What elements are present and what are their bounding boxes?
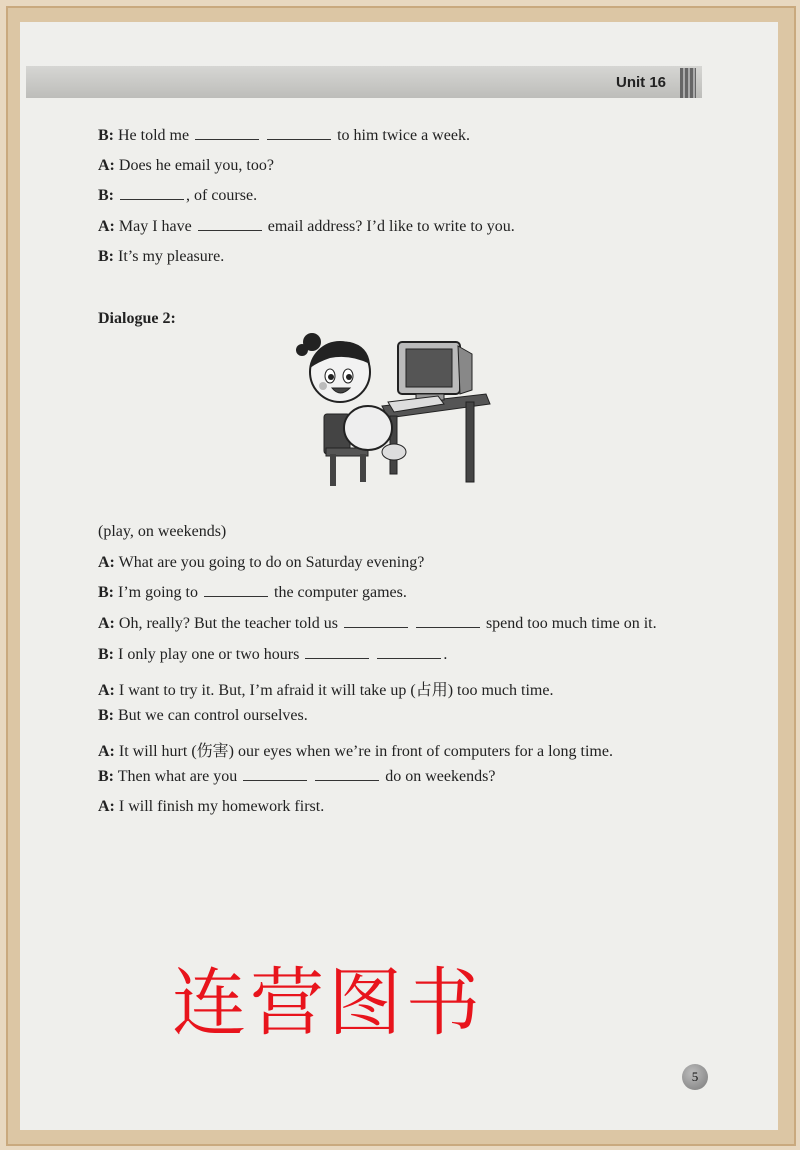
speaker-label: A:: [98, 798, 115, 815]
dialogue-line: [98, 157, 274, 175]
dialogue-line: [98, 677, 553, 700]
line-text: I want to try it. But, I’m afraid it will take up (占用) too much time.: [118, 682, 554, 699]
header-bar: [26, 66, 702, 98]
speaker-label: B:: [98, 127, 114, 144]
line-text: do on weekends?: [385, 768, 496, 785]
unit-label: Unit 16: [616, 74, 667, 91]
dialogue-title: Dialogue 2:: [98, 310, 176, 327]
line-text: Oh, really? But the teacher told us: [118, 615, 338, 632]
speaker-label: A:: [98, 157, 115, 174]
speaker-label: B:: [98, 707, 114, 724]
line-text: He told me: [118, 127, 190, 144]
answer-blank[interactable]: [198, 218, 262, 231]
dialogue-line: [98, 768, 495, 786]
answer-blank[interactable]: [377, 646, 441, 659]
dialogue-line: [98, 554, 424, 572]
speaker-label: A:: [98, 615, 115, 632]
dialogue-line: [98, 707, 308, 725]
answer-blank[interactable]: [416, 615, 480, 628]
line-text: Then what are you: [117, 768, 238, 785]
line-text: Does he email you, too?: [118, 157, 274, 174]
line-text: It’s my pleasure.: [118, 248, 225, 265]
speaker-label: B:: [98, 646, 114, 663]
dialogue-line: [98, 738, 613, 761]
line-text: It will hurt (伤害) our eyes when we’re in front of computers for a long time.: [118, 743, 613, 760]
header-stripe: [680, 68, 696, 98]
line-text: I will finish my homework first.: [118, 798, 325, 815]
line-text: to him twice a week.: [337, 127, 470, 144]
dialogue-line: [98, 218, 515, 236]
speaker-label: A:: [98, 554, 115, 571]
speaker-label: B:: [98, 584, 114, 601]
page-number-badge: 5: [682, 1064, 708, 1090]
dialogue-line: [98, 127, 470, 145]
answer-blank[interactable]: [315, 768, 379, 781]
answer-blank[interactable]: [267, 127, 331, 140]
line-text: What are you going to do on Saturday evening?: [118, 554, 425, 571]
answer-blank[interactable]: [344, 615, 408, 628]
answer-blank[interactable]: [204, 584, 268, 597]
dialogue-line: [98, 248, 224, 266]
answer-blank[interactable]: [120, 187, 184, 200]
answer-blank[interactable]: [195, 127, 259, 140]
answer-blank[interactable]: [243, 768, 307, 781]
line-text: .: [443, 646, 448, 663]
line-text: spend too much time on it.: [485, 615, 657, 632]
line-text: email address? I’d like to write to you.: [267, 218, 515, 235]
speaker-label: B:: [98, 768, 114, 785]
dialogue-line: [98, 615, 657, 633]
speaker-label: B:: [98, 248, 114, 265]
line-text: May I have: [118, 218, 192, 235]
speaker-label: A:: [98, 218, 115, 235]
dialogue-line: [98, 187, 257, 205]
publisher-watermark: 连营图书: [172, 960, 484, 1046]
answer-blank[interactable]: [305, 646, 369, 659]
line-text: I only play one or two hours: [118, 646, 300, 663]
dialogue-line: [98, 646, 447, 664]
speaker-label: A:: [98, 743, 115, 760]
dialogue-line: [98, 584, 407, 602]
line-text: But we can control ourselves.: [118, 707, 308, 724]
line-text: , of course.: [186, 187, 258, 204]
dialogue-line: [98, 798, 324, 816]
line-text: the computer games.: [274, 584, 407, 601]
speaker-label: A:: [98, 682, 115, 699]
girl-at-computer-illustration: [290, 328, 500, 493]
speaker-label: B:: [98, 187, 114, 204]
dialogue-cue: (play, on weekends): [98, 523, 227, 540]
line-text: I’m going to: [118, 584, 198, 601]
